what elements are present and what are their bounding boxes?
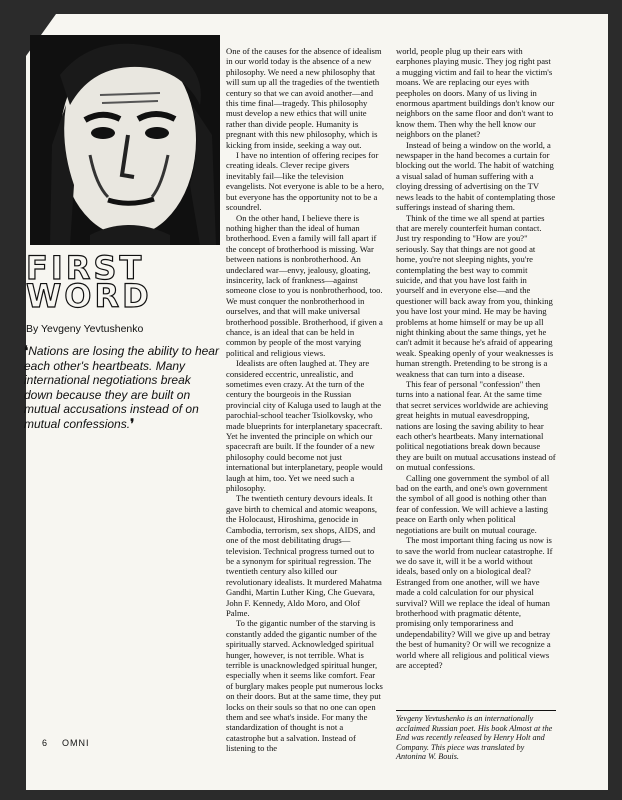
- open-quote-mark: ❛: [24, 343, 29, 358]
- author-portrait: [30, 35, 220, 245]
- paragraph: The twentieth century devours ideals. It gave birth to chemical and atomic weapons, the Holocaust, Hiroshima, genocide in Cambodia, terrorism, sex shops, AIDS, and one of the most debilitating drugs—television. Technical progress turned out to be a synonym for spiritual regression. The twentieth century also killed our revolutionary idealists. It murdered Mahatma Gandhi, Martin Luther King, Che Guevara, John F. Kennedy, Aldo Moro, and Olof Palme.: [226, 493, 382, 618]
- paragraph: I have no intention of offering recipes for creating ideals. Clever recipe givers inevitably fail—like the television evangelists. Not everyone is able to be a hero, but everyone has the opportunity not to be a scoundrel.: [226, 150, 384, 213]
- paragraph: This fear of personal "confession" then turns into a national fear. At the same time that secret services worldwide are achieving great heights in mutual eavesdropping, nations are losing the saving ability to hear each other's heartbeats. Many international political negotiations break down because they are built on mutual accusations instead of on mutual confessions.: [396, 379, 556, 473]
- paragraph: One of the causes for the absence of idealism in our world today is the absence of a new philosophy. We need a new philosophy that will sum up all the tragedies of the twentieth century so that we can avoid another—and this time final—tragedy. This philosophy must develop a new ethics that will unite rather than divide people. Humanity is pregnant with this new philosophy, which is kicking from inside, seeking a way out.: [226, 46, 382, 150]
- pull-quote-text: Nations are losing the ability to hear each other's heartbeats. Many international negotiations break down because they are built on mutual accusations instead of on mutual confessions.: [24, 344, 219, 431]
- pull-quote: [24, 344, 222, 432]
- author-portrait-illustration: [30, 35, 220, 245]
- article-column-1: [226, 46, 384, 754]
- paragraph: To the gigantic number of the starving is constantly added the gigantic number of the spiritually starved. Acknowledged spiritual hunger, however, is not terrible. What is terrible is unacknowledged spiritual hunger, especially when it seems like comfort. Fear of burglary makes people put numerous locks on their doors. But at the same time, they put locks on their souls so that no one can open them and see what's inside. For many the standardization of thought is not a catastrophe but a salvation. Instead of listening to the: [226, 618, 383, 754]
- paragraph: On the other hand, I believe there is nothing higher than the ideal of human brotherhood. Even a family will fall apart if the concept of brotherhood is missing. War between nations is nonbrotherhood. An undeclared war—envy, jealousy, gloating, insincerity, lack of frankness—against someone close to you is nonbrotherhood, too. We must conquer the nonbrotherhood in ourselves, and that will make universal brotherhood possible. Brotherhood, if given a chance, is an ideal that can be held in common by people of the most varying political and religious views.: [226, 212, 383, 358]
- page-title: FIRST WORD: [26, 249, 152, 315]
- close-quote-mark: ❜: [130, 415, 135, 431]
- paragraph: Calling one government the symbol of all bad on the earth, and one's own government the symbol of all good is nothing other than fear of confession. We will achieve a lasting peace on Earth only when political negotiations are built on mutual courage.: [396, 472, 550, 535]
- paragraph: The most important thing facing us now is to save the world from nuclear catastrophe. If we do save it, will it be a world without ideals, based only on a biological deal? Estranged from one another, will we have made a cold calculation for our physical survival? Will we replace the ideal of human brotherhood with pragmatic détente, promising only temporariness and undependability? Will we give up and betray the best of humanity? Or will we recognize a world where all religious and political views are accepted?: [396, 535, 553, 670]
- page-number: 6: [42, 738, 49, 748]
- byline: By Yevgeny Yevtushenko: [26, 323, 144, 335]
- paragraph: world, people plug up their ears with earphones playing music. They jog right past a mugging victim and fail to hear the victim's moans. We are replacing our eyes with peepholes on doors. Many of us living in enormous apartment buildings don't know our neighbors on the same floor and don't want to know them. Then why the hell know our neighbors on the planet?: [396, 46, 555, 140]
- paragraph: Think of the time we all spend at parties that are merely counterfeit human contact. Just try responding to "How are you?" seriously. Say that things are not good at home, you're not sleeping nights, you're contemplating the best way to commit suicide, and that you have lost faith in yourself and in everyone else—and the questioner will back away from you, thinking you have lost your mind. He may be having problems at home himself or may be up all night thinking about the same things, yet he can't admit it because he's afraid of appearing weak. Speaking openly of your weaknesses is human strength. Pretending to be strong is a weakness that can turn into a disease.: [396, 212, 554, 379]
- paragraph: Idealists are often laughed at. They are considered eccentric, unrealistic, and sometimes even crazy. At the turn of the century the bourgeois in the Russian provincial city of Kaluga used to laugh at the parochial-school teacher Tsiolkovsky, who made blueprints for interplanetary spacecraft. Yet he invented the principle on which our spacecraft are built. If the founder of a new philosophy could become not just international but interplanetary, people would laugh at him, too. Yet we need such a philosophy.: [226, 358, 383, 494]
- page-footer: [42, 738, 90, 748]
- author-bio: Yevgeny Yevtushenko is an internationally acclaimed Russian poet. His book Almost at the End was recently released by Henry Holt and Company. This piece was translated by Antonina W. Bouis.: [396, 714, 553, 762]
- bio-divider: [396, 710, 556, 711]
- paragraph: Instead of being a window on the world, a newspaper in the hand becomes a curtain for blocking out the world. The habit of watching a visual salad of human suffering with a cloying dressing of advertising on the TV news leads to the habit of contemplating those sufferings instead of sharing them.: [396, 139, 556, 213]
- magazine-name: OMNI: [62, 738, 90, 748]
- article-column-2: [396, 46, 556, 670]
